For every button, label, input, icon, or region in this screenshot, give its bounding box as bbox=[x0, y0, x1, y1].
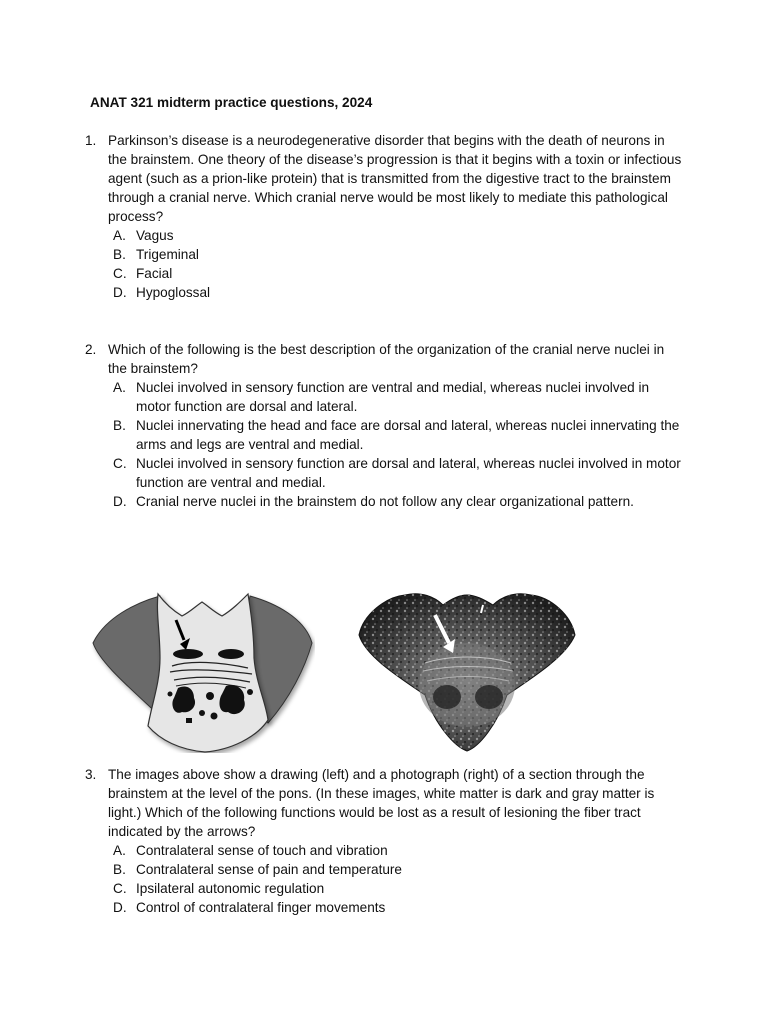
option-letter: D. bbox=[113, 900, 127, 915]
answer-options bbox=[85, 841, 685, 917]
option-letter: C. bbox=[113, 266, 127, 281]
document-title: ANAT 321 midterm practice questions, 2024 bbox=[90, 95, 373, 110]
option-b bbox=[85, 416, 685, 454]
option-letter: B. bbox=[113, 247, 126, 262]
option-text: Cranial nerve nuclei in the brainstem do not follow any clear organizational pattern. bbox=[136, 494, 634, 509]
option-letter: D. bbox=[113, 494, 127, 509]
option-text: Trigeminal bbox=[136, 247, 199, 262]
option-text: Ipsilateral autonomic regulation bbox=[136, 881, 325, 896]
question-2 bbox=[85, 340, 685, 511]
question-number: 1. bbox=[85, 133, 97, 148]
option-letter: B. bbox=[113, 418, 126, 433]
option-d bbox=[85, 898, 685, 917]
option-c bbox=[85, 264, 685, 283]
question-1 bbox=[85, 131, 685, 302]
option-text: Contralateral sense of touch and vibration bbox=[136, 843, 388, 858]
question-3 bbox=[85, 765, 685, 917]
option-text: Hypoglossal bbox=[136, 285, 211, 300]
pons-photo-icon bbox=[355, 585, 580, 753]
question-number: 2. bbox=[85, 342, 97, 357]
pons-drawing-icon bbox=[90, 588, 315, 753]
option-a bbox=[85, 378, 685, 416]
pons-section-drawing bbox=[90, 588, 315, 753]
option-text: Nuclei innervating the head and face are dorsal and lateral, whereas nuclei innervating the arms and legs are ventral and medial. bbox=[136, 418, 680, 452]
option-text: Facial bbox=[136, 266, 173, 281]
question-text: Parkinson’s disease is a neurodegenerative disorder that begins with the death of neurons in the brainstem. One theory of the disease’s progression is that it begins with a toxin or infectious agent (such as a prion-like protein) that is transmitted from the digestive tract to the brainstem through a cranial nerve. Which cranial nerve would be most likely to mediate this pathological process? bbox=[108, 133, 682, 224]
option-letter: A. bbox=[113, 380, 126, 395]
option-text: Nuclei involved in sensory function are dorsal and lateral, whereas nuclei involved in motor function are ventral and medial. bbox=[136, 456, 681, 490]
option-letter: B. bbox=[113, 862, 126, 877]
answer-options bbox=[85, 378, 685, 511]
option-c bbox=[85, 879, 685, 898]
option-d bbox=[85, 283, 685, 302]
question-number: 3. bbox=[85, 767, 97, 782]
option-b bbox=[85, 860, 685, 879]
option-letter: C. bbox=[113, 881, 127, 896]
option-letter: A. bbox=[113, 843, 126, 858]
option-text: Vagus bbox=[136, 228, 174, 243]
option-letter: C. bbox=[113, 456, 127, 471]
question-text: Which of the following is the best description of the organization of the cranial nerve nuclei in the brainstem? bbox=[108, 342, 665, 376]
option-c bbox=[85, 454, 685, 492]
question-text: The images above show a drawing (left) and a photograph (right) of a section through the brainstem at the level of the pons. (In these images, white matter is dark and gray matter is light.) Which of the following functions would be lost as a result of lesioning the fiber tract indicated by the arrows? bbox=[108, 767, 655, 839]
option-d bbox=[85, 492, 685, 511]
option-b bbox=[85, 245, 685, 264]
option-a bbox=[85, 226, 685, 245]
option-text: Contralateral sense of pain and temperature bbox=[136, 862, 402, 877]
pons-section-photograph bbox=[355, 585, 580, 753]
option-a bbox=[85, 841, 685, 860]
option-text: Nuclei involved in sensory function are ventral and medial, whereas nuclei involved in motor function are dorsal and lateral. bbox=[136, 380, 650, 414]
option-letter: D. bbox=[113, 285, 127, 300]
option-text: Control of contralateral finger movements bbox=[136, 900, 386, 915]
answer-options bbox=[85, 226, 685, 302]
option-letter: A. bbox=[113, 228, 126, 243]
